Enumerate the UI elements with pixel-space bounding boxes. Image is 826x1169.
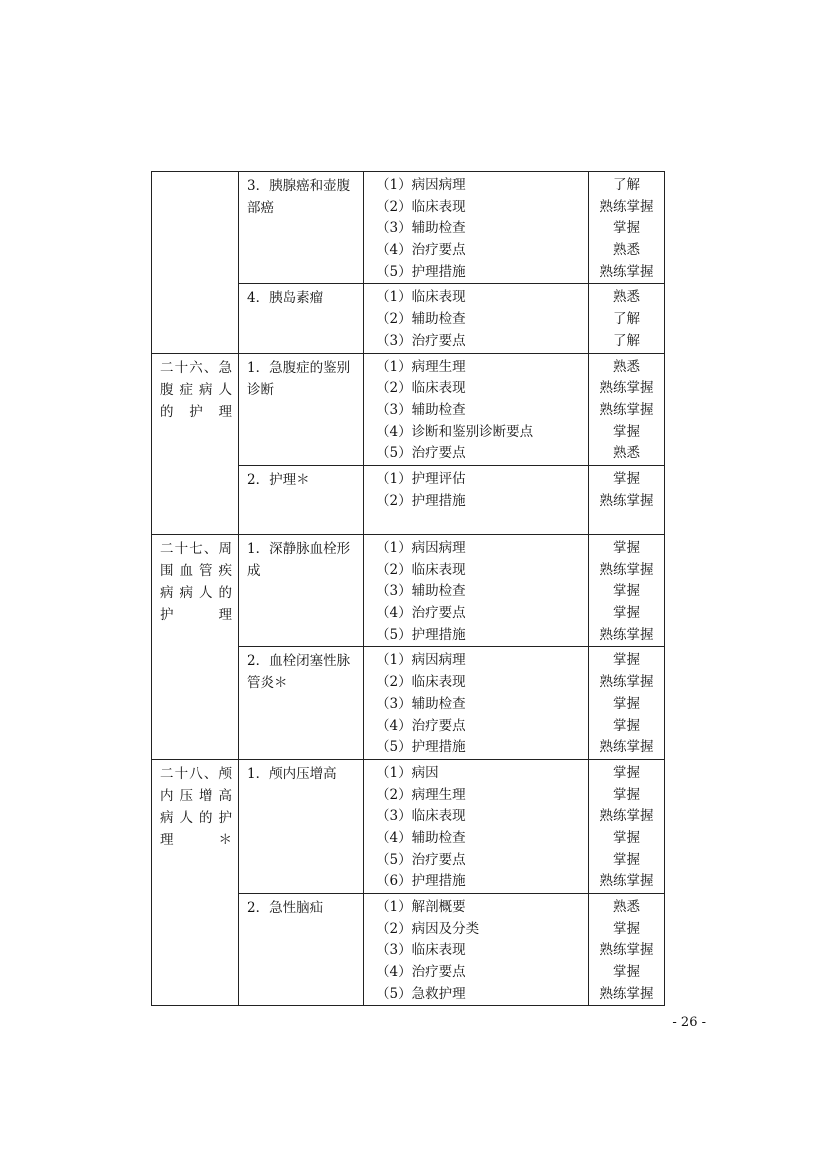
- topic-title-line: 1．急腹症的鉴别: [247, 359, 351, 376]
- content-item: （5）护理措施: [376, 626, 466, 643]
- requirement-level: 掌握: [613, 717, 640, 734]
- requirement-level: 掌握: [613, 470, 640, 487]
- requirement-level: 掌握: [613, 540, 640, 556]
- requirement-level: 了解: [613, 311, 640, 328]
- content-items-cell: [364, 647, 589, 759]
- content-item: （4）治疗要点: [376, 605, 466, 622]
- content-item: （3）临床表现: [376, 942, 466, 959]
- content-item: （2）病因及分类: [376, 920, 480, 937]
- syllabus-table: [151, 171, 665, 1006]
- requirement-level: 掌握: [613, 964, 640, 981]
- table-row: [152, 535, 665, 647]
- content-item: （4）治疗要点: [376, 964, 466, 981]
- topic-title: [247, 650, 357, 694]
- table-row: [152, 353, 665, 465]
- unit-title-line: 护理: [160, 607, 232, 623]
- topic-title-line: 3．胰腺癌和壶腹: [247, 178, 351, 194]
- content-item: （1）病因: [376, 764, 439, 781]
- page-number: - 26 -: [672, 1015, 706, 1030]
- content-item: （3）辅助检查: [376, 583, 466, 600]
- requirement-level-cell: [589, 894, 665, 1006]
- content-item: （2）临床表现: [376, 674, 466, 691]
- topic-cell: [239, 172, 364, 284]
- requirement-level-cell: [589, 759, 665, 893]
- unit-title-line: 理＊: [160, 831, 232, 848]
- content-items-cell: [364, 172, 589, 284]
- content-item: （3）临床表现: [376, 808, 466, 825]
- content-item: （1）病因病理: [376, 540, 466, 556]
- requirement-level: 掌握: [613, 829, 640, 846]
- topic-title: [247, 287, 357, 309]
- unit-title-line: 病病人的: [160, 585, 232, 601]
- content-item: （3）辅助检查: [376, 220, 466, 237]
- content-items-cell: [364, 353, 589, 465]
- content-item: （1）解剖概要: [376, 899, 466, 915]
- requirement-level: 熟练掌握: [599, 263, 654, 280]
- requirement-level: 熟练掌握: [599, 561, 654, 578]
- topic-title: [247, 538, 357, 582]
- content-item: （3）治疗要点: [376, 332, 466, 349]
- topic-title: [247, 897, 357, 919]
- unit-title: [160, 357, 232, 423]
- content-item: （2）临床表现: [376, 380, 466, 397]
- requirement-level: 掌握: [613, 220, 640, 237]
- unit-title-line: 内压增高: [160, 787, 232, 804]
- content-item: （5）急救护理: [376, 985, 466, 1002]
- topic-title-line: 1．深静脉血栓形: [247, 541, 351, 557]
- content-item: （5）护理措施: [376, 739, 466, 756]
- table-row: [152, 759, 665, 893]
- unit-title: [160, 538, 232, 626]
- requirement-level: 掌握: [613, 851, 640, 868]
- topic-cell: [239, 465, 364, 534]
- requirement-level: 熟练掌握: [599, 492, 654, 509]
- topic-title-line: 1．颅内压增高: [247, 765, 337, 782]
- topic-title-line: 2．急性脑疝: [247, 900, 324, 916]
- topic-title-line: 4．胰岛素瘤: [247, 290, 324, 307]
- requirement-level-cell: [589, 353, 665, 465]
- content-item: （5）治疗要点: [376, 851, 466, 868]
- requirement-level: 熟练掌握: [599, 808, 654, 825]
- topic-title-line: 2．护理＊: [247, 471, 310, 488]
- unit-title-line: 二十八、颅: [160, 765, 232, 782]
- content-items-cell: [364, 535, 589, 647]
- content-item: （1）病因病理: [376, 652, 466, 669]
- content-item: [364, 512, 588, 534]
- requirement-level: [589, 512, 664, 534]
- content-item: （4）治疗要点: [376, 717, 466, 734]
- requirement-level: 掌握: [613, 695, 640, 712]
- content-item: （2）临床表现: [376, 198, 466, 215]
- requirement-level: 熟悉: [613, 445, 640, 462]
- requirement-level: 熟悉: [613, 289, 640, 306]
- requirement-level-cell: [589, 535, 665, 647]
- content-items-cell: [364, 894, 589, 1006]
- content-item: （6）护理措施: [376, 873, 466, 890]
- content-item: （2）护理措施: [376, 492, 466, 509]
- content-item: （2）病理生理: [376, 786, 466, 803]
- content-item: （4）诊断和鉴别诊断要点: [376, 423, 534, 440]
- content-item: （2）临床表现: [376, 561, 466, 578]
- topic-cell: [239, 759, 364, 893]
- unit-title-line: 二十六、急: [160, 359, 232, 376]
- requirement-level: 熟练掌握: [599, 380, 654, 397]
- requirement-level: 熟悉: [613, 242, 640, 259]
- requirement-level: 熟练掌握: [599, 401, 654, 418]
- topic-title: [247, 357, 357, 401]
- content-item: （1）护理评估: [376, 470, 466, 487]
- requirement-level: 掌握: [613, 920, 640, 937]
- topic-title-line: 2．血栓闭塞性脉: [247, 653, 351, 670]
- unit-title-line: 腹症病人: [160, 381, 232, 398]
- content-item: （3）辅助检查: [376, 401, 466, 418]
- topic-title: [247, 175, 357, 219]
- unit-title-line: 的护理: [160, 403, 232, 420]
- requirement-level: 熟悉: [613, 358, 640, 375]
- topic-title: [247, 469, 357, 491]
- content-item: （4）辅助检查: [376, 829, 466, 846]
- content-item: （1）病理生理: [376, 358, 466, 375]
- requirement-level: 熟练掌握: [599, 873, 654, 890]
- topic-title-line: 管炎＊: [247, 675, 288, 692]
- requirement-level: 掌握: [613, 423, 640, 440]
- unit-cell: [152, 172, 239, 354]
- requirement-level: 掌握: [613, 605, 640, 622]
- requirement-level: 了解: [613, 177, 640, 193]
- content-items-cell: [364, 465, 589, 534]
- requirement-level: 熟悉: [613, 899, 640, 915]
- content-item: （5）治疗要点: [376, 445, 466, 462]
- requirement-level-cell: [589, 284, 665, 353]
- unit-title-line: 病人的护: [160, 809, 232, 826]
- content-item: （1）病因病理: [376, 177, 466, 193]
- requirement-level: 熟练掌握: [599, 626, 654, 643]
- requirement-level-cell: [589, 465, 665, 534]
- topic-title-line: 成: [247, 563, 261, 579]
- topic-title-line: 部癌: [247, 200, 274, 216]
- requirement-level: 掌握: [613, 764, 640, 781]
- unit-title-line: 围血管疾: [160, 563, 232, 579]
- content-item: （3）辅助检查: [376, 695, 466, 712]
- unit-cell: [152, 353, 239, 535]
- syllabus-table-body: [152, 172, 665, 1006]
- requirement-level: 掌握: [613, 786, 640, 803]
- content-items-cell: [364, 284, 589, 353]
- topic-title: [247, 763, 357, 785]
- requirement-level: 熟练掌握: [599, 198, 654, 215]
- requirement-level: 熟练掌握: [599, 674, 654, 691]
- content-items-cell: [364, 759, 589, 893]
- topic-cell: [239, 647, 364, 759]
- content-item: （2）辅助检查: [376, 311, 466, 328]
- content-item: （5）护理措施: [376, 263, 466, 280]
- unit-cell: [152, 759, 239, 1006]
- topic-cell: [239, 353, 364, 465]
- requirement-level: 掌握: [613, 652, 640, 669]
- requirement-level-cell: [589, 647, 665, 759]
- requirement-level: 熟练掌握: [599, 985, 654, 1002]
- content-item: （4）治疗要点: [376, 242, 466, 259]
- topic-cell: [239, 894, 364, 1006]
- requirement-level: 掌握: [613, 583, 640, 600]
- requirement-level: 熟练掌握: [599, 942, 654, 959]
- unit-title-line: 二十七、周: [160, 541, 232, 557]
- table-row: [152, 172, 665, 284]
- content-item: （1）临床表现: [376, 289, 466, 306]
- topic-cell: [239, 284, 364, 353]
- unit-title: [160, 763, 232, 851]
- requirement-level: 了解: [613, 332, 640, 349]
- requirement-level: 熟练掌握: [599, 739, 654, 756]
- topic-title-line: 诊断: [247, 381, 274, 398]
- unit-cell: [152, 535, 239, 760]
- topic-cell: [239, 535, 364, 647]
- requirement-level-cell: [589, 172, 665, 284]
